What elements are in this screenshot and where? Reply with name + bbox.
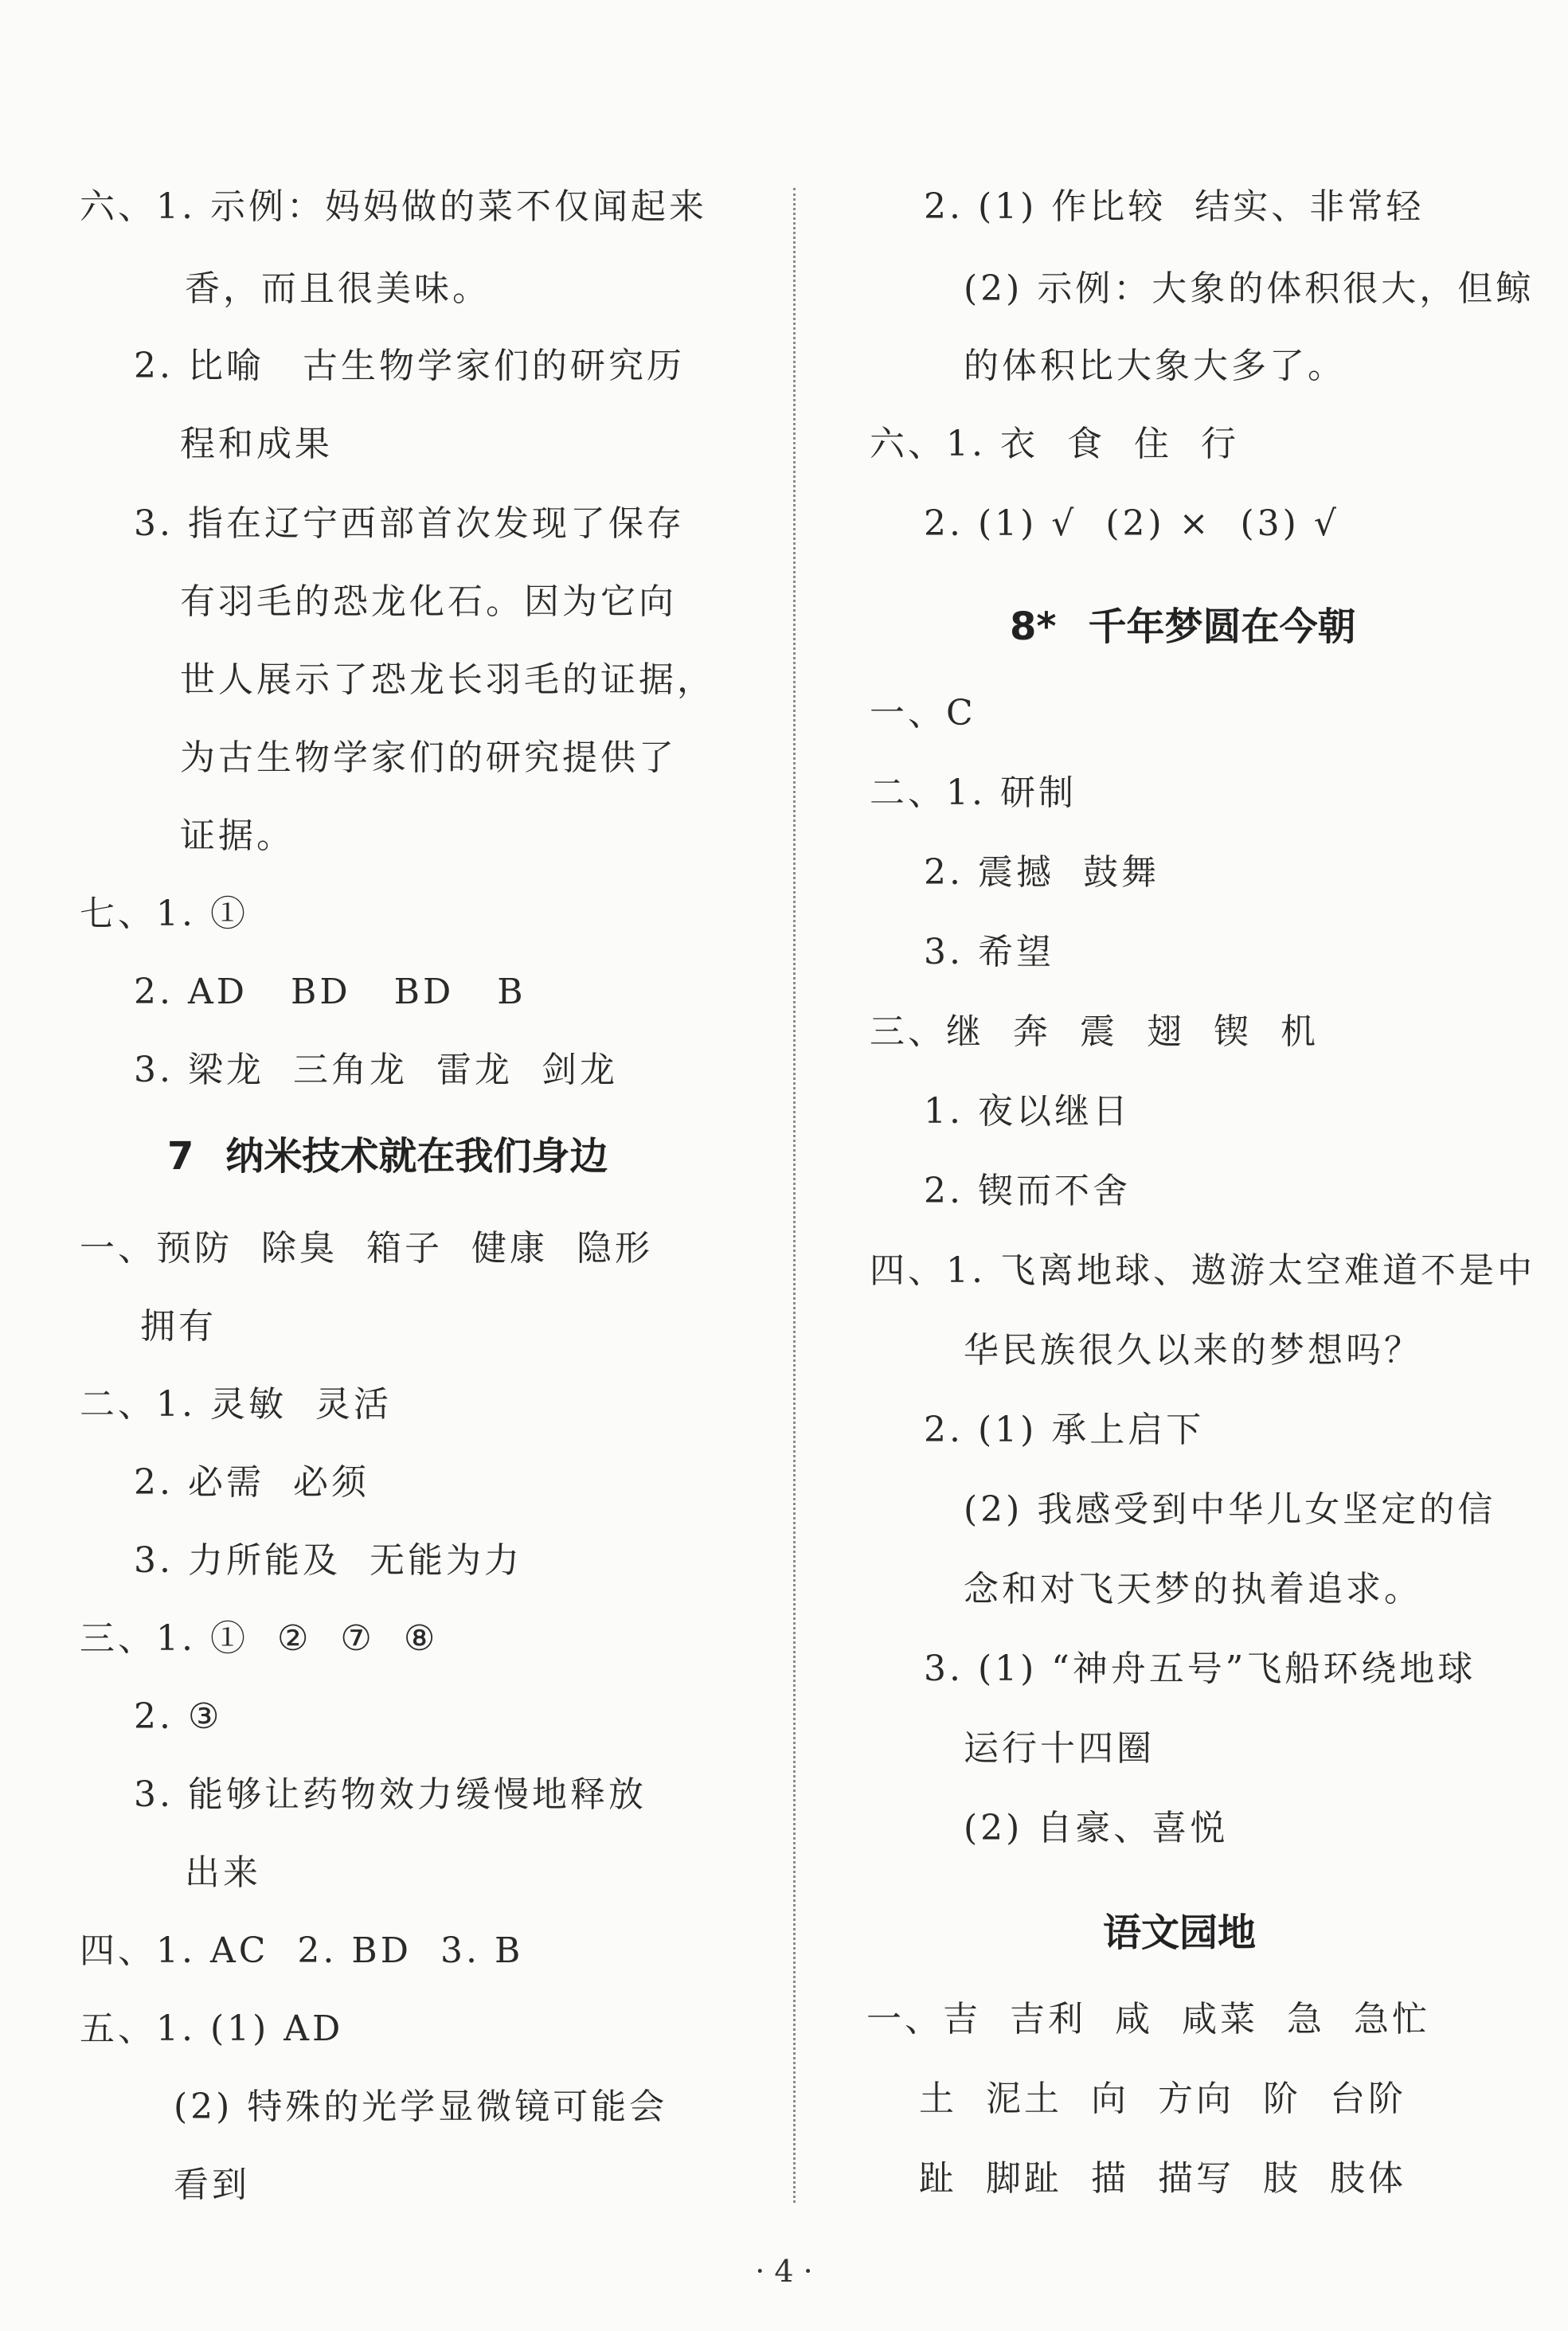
answer-line xyxy=(924,183,1424,231)
answer-item: 急 xyxy=(1287,1999,1325,2040)
answer-line: 出来 xyxy=(185,1852,261,1893)
answer-item: ⑧ xyxy=(403,1618,439,1659)
answer-line: 香，而且很美味。 xyxy=(185,268,491,309)
answer-item: 翅 xyxy=(1147,1011,1185,1052)
answer-line: (2) 自豪、喜悦 xyxy=(964,1808,1229,1848)
answer-line: 3. (1) “神舟五号”飞船环绕地球 xyxy=(924,1649,1476,1689)
answer-line: 看到 xyxy=(174,2165,250,2205)
answer-line xyxy=(134,1537,522,1585)
answer-line xyxy=(924,500,1368,548)
answer-line: 1. 夜以继日 xyxy=(924,1091,1131,1132)
answer-line: 程和成果 xyxy=(180,424,333,464)
answer-item: 奔 xyxy=(1013,1011,1051,1052)
answer-line: 为古生物学家们的研究提供了 xyxy=(180,737,677,778)
answer-item: 台阶 xyxy=(1330,2079,1406,2119)
answer-item: 锲 xyxy=(1214,1011,1252,1052)
answer-item: 灵活 xyxy=(315,1384,392,1425)
answer-line xyxy=(134,968,526,1016)
answer-item: 吉利 xyxy=(1010,1999,1086,2040)
answer-item: 健康 xyxy=(471,1228,548,1269)
answer-item: 急忙 xyxy=(1354,1999,1430,2040)
answer-item: 四、1. AC xyxy=(80,1930,269,1971)
answer-item: 描 xyxy=(1091,2158,1129,2199)
lesson-title: 纳米技术就在我们身边 xyxy=(225,1134,608,1179)
answer-line: (2) 示例：大象的体积很大，但鲸 xyxy=(964,268,1535,309)
answer-line xyxy=(924,849,1159,897)
answer-line: 世人展示了恐龙长羽毛的证据， xyxy=(180,659,715,700)
answer-item: 2. (1) 作比较 xyxy=(924,186,1167,227)
answer-line: 证据。 xyxy=(180,815,295,856)
answer-item: 阶 xyxy=(1263,2079,1301,2119)
answer-line: 2. 锲而不舍 xyxy=(924,1171,1131,1211)
answer-line xyxy=(919,2155,1435,2203)
answer-item: 3. 梁龙 xyxy=(134,1050,264,1090)
answer-item: 趾 xyxy=(919,2158,957,2199)
answer-item: 3. 力所能及 xyxy=(134,1540,341,1581)
answer-line: 七、1. ① xyxy=(80,894,248,934)
answer-item: ② xyxy=(276,1618,312,1659)
answer-item: 箱子 xyxy=(366,1228,443,1269)
answer-line: (2) 我感受到中华儿女坚定的信 xyxy=(964,1489,1496,1530)
answer-item: BD xyxy=(291,972,351,1012)
answer-line: (2) 特殊的光学显微镜可能会 xyxy=(174,2087,668,2127)
answer-item: 剑龙 xyxy=(541,1050,618,1090)
answer-line xyxy=(80,1927,552,1975)
lesson-number: 7 xyxy=(167,1134,194,1179)
answer-item: 隐形 xyxy=(577,1228,653,1269)
answer-item: 描写 xyxy=(1158,2158,1234,2199)
answer-item: 震 xyxy=(1080,1011,1118,1052)
answer-item: 土 xyxy=(919,2079,957,2119)
answer-line: 念和对飞天梦的执着追求。 xyxy=(964,1569,1422,1609)
answer-item: 3. B xyxy=(440,1930,524,1971)
answer-line xyxy=(80,1615,467,1663)
answer-item: BD xyxy=(393,972,455,1012)
answer-line: 3. 希望 xyxy=(924,932,1054,972)
answer-item: 方向 xyxy=(1158,2079,1234,2119)
answer-item: B xyxy=(497,972,526,1012)
answer-item: ⑦ xyxy=(340,1618,375,1659)
answer-line: 有羽毛的恐龙化石。因为它向 xyxy=(180,581,677,622)
answer-line: 2. 比喻 古生物学家们的研究历 xyxy=(134,346,685,386)
answer-line: 拥有 xyxy=(140,1306,217,1347)
answer-item: 咸 xyxy=(1115,1999,1153,2040)
answer-item: 2. BD xyxy=(297,1930,412,1971)
answer-item: 住 xyxy=(1133,424,1172,464)
answer-item: 二、1. 灵敏 xyxy=(80,1384,287,1425)
answer-line: 的体积比大象大多了。 xyxy=(964,346,1346,386)
lesson-number: 8* xyxy=(1010,604,1057,649)
answer-item: (3) √ xyxy=(1240,503,1339,544)
answer-item: 鼓舞 xyxy=(1082,852,1159,893)
answer-item: 2. 必需 xyxy=(134,1462,264,1503)
answer-item: 必须 xyxy=(292,1462,370,1503)
answer-item: 肢 xyxy=(1263,2158,1301,2199)
column-divider xyxy=(793,188,796,2203)
answer-item: 行 xyxy=(1200,424,1239,464)
answer-line xyxy=(80,1381,392,1429)
answer-line: 运行十四圈 xyxy=(964,1728,1155,1769)
answer-line: 六、1. 示例：妈妈做的菜不仅闻起来 xyxy=(80,186,707,227)
section-heading: 语文园地 xyxy=(1103,1911,1257,1955)
answer-item: 一、预防 xyxy=(80,1228,233,1269)
answer-line: 2. (1) 承上启下 xyxy=(924,1410,1205,1450)
answer-item: 三、1. ① xyxy=(80,1618,248,1659)
answer-line: 五、1. (1) AD xyxy=(80,2008,344,2049)
answer-item: (2) × xyxy=(1105,503,1212,544)
answer-line: 2. ③ xyxy=(134,1696,223,1737)
answer-line xyxy=(134,1459,370,1507)
answer-item: 向 xyxy=(1091,2079,1129,2119)
answer-item: 机 xyxy=(1281,1011,1319,1052)
answer-item: 肢体 xyxy=(1330,2158,1406,2199)
lesson-heading xyxy=(1010,601,1356,652)
lesson-title: 千年梦圆在今朝 xyxy=(1088,604,1356,649)
answer-item: 结实、非常轻 xyxy=(1195,186,1425,227)
answer-line xyxy=(870,1008,1347,1056)
answer-item: 泥土 xyxy=(986,2079,1062,2119)
answer-item: 六、1. 衣 xyxy=(870,424,1038,464)
answer-line xyxy=(866,1996,1459,2044)
answer-line: 四、1. 飞离地球、遨游太空难道不是中 xyxy=(870,1250,1535,1291)
answer-item: 无能为力 xyxy=(369,1540,522,1581)
answer-line: 一、C xyxy=(870,693,976,733)
answer-line: 华民族很久以来的梦想吗？ xyxy=(964,1330,1422,1371)
answer-item: 一、吉 xyxy=(866,1999,981,2040)
answer-item: 食 xyxy=(1066,424,1105,464)
answer-line xyxy=(870,420,1268,468)
answer-line xyxy=(919,2075,1435,2123)
answer-line xyxy=(80,1225,682,1273)
answer-item: 三、继 xyxy=(870,1011,984,1052)
answer-item: 雷龙 xyxy=(436,1050,513,1090)
answer-item: 除臭 xyxy=(261,1228,338,1269)
lesson-heading xyxy=(167,1131,608,1182)
answer-line: 3. 指在辽宁西部首次发现了保存 xyxy=(134,503,685,544)
answer-item: 脚趾 xyxy=(986,2158,1062,2199)
answer-item: 三角龙 xyxy=(292,1050,408,1090)
answer-item: 2. AD xyxy=(134,972,248,1012)
answer-item: 2. (1) √ xyxy=(924,503,1077,544)
answer-line xyxy=(134,1046,647,1094)
answer-item: 咸菜 xyxy=(1182,1999,1258,2040)
answer-item: 2. 震撼 xyxy=(924,852,1054,893)
page-number: · 4 · xyxy=(755,2254,813,2289)
answer-line: 二、1. 研制 xyxy=(870,772,1077,813)
answer-line: 3. 能够让药物效力缓慢地释放 xyxy=(134,1774,647,1815)
